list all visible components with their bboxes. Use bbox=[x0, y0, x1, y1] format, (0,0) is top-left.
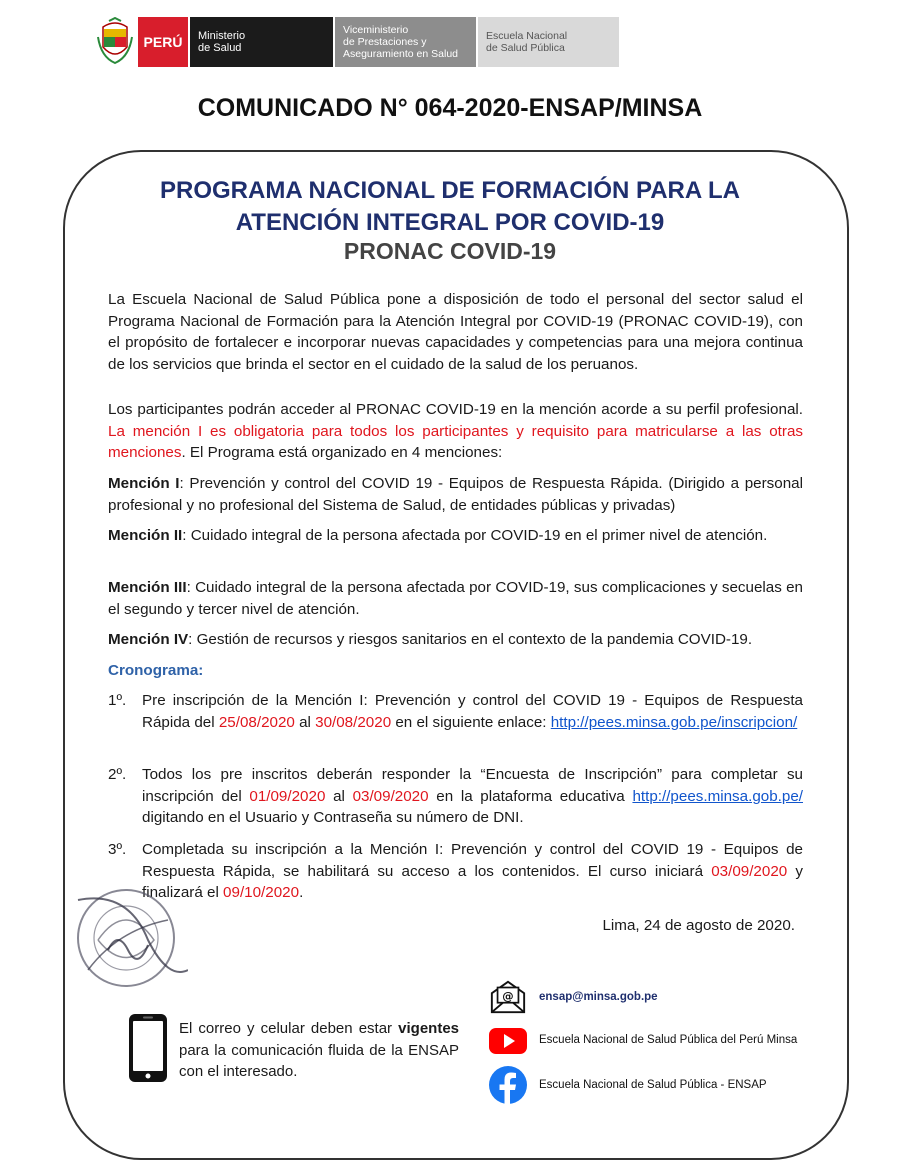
ministerio-label: Ministerio de Salud bbox=[190, 17, 333, 67]
peru-label: PERÚ bbox=[138, 17, 188, 67]
seal-stamp bbox=[68, 880, 188, 1000]
mencion-1: Mención I: Prevención y control del COVID 19 - Equipos de Respuesta Rápida. (Dirigido a personal profesional y no profesional del Sistema de Salud, de entidades públicas y privadas) bbox=[108, 475, 803, 514]
youtube-icon bbox=[488, 1020, 528, 1060]
youtube-label[interactable]: Escuela Nacional de Salud Pública del Perú Minsa bbox=[539, 1034, 798, 1046]
program-subtitle: PRONAC COVID-19 bbox=[343, 238, 557, 264]
date-line: Lima, 24 de agosto de 2020. bbox=[602, 917, 795, 934]
facebook-label[interactable]: Escuela Nacional de Salud Pública - ENSAP bbox=[539, 1079, 767, 1091]
mencion-4: Mención IV: Gestión de recursos y riesgos sanitarios en el contexto de la pandemia COVID-19. bbox=[108, 631, 753, 648]
contact-youtube bbox=[488, 1020, 797, 1060]
program-title: PROGRAMA NACIONAL DE FORMACIÓN PARA LA ATENCIÓN INTEGRAL POR COVID-19 bbox=[160, 177, 740, 236]
coat-of-arms-icon bbox=[95, 17, 135, 67]
email-label[interactable]: ensap@minsa.gob.pe bbox=[539, 991, 658, 1003]
inscripcion-link[interactable]: http://pees.minsa.gob.pe/inscripcion/ bbox=[550, 713, 798, 731]
cronograma-heading: Cronograma: bbox=[108, 662, 204, 679]
cronograma-item-1: 1º. Pre inscripción de la Mención I: Prevención y control del COVID 19 - Equipos de Respuesta Rápida del 25/08/2020 al 30/08/2020 en el siguiente enlace: http://pees.minsa.gob.pe/inscripcion/ bbox=[108, 692, 803, 731]
header-bar bbox=[95, 17, 619, 67]
smartphone-icon bbox=[128, 1013, 168, 1083]
escuela-label: Escuela Nacional de Salud Pública bbox=[478, 17, 619, 67]
mencion-2: Mención II: Cuidado integral de la persona afectada por COVID-19 en el primer nivel de atención. bbox=[108, 527, 768, 544]
contact-facebook bbox=[488, 1065, 767, 1105]
contact-email bbox=[488, 977, 658, 1017]
pees-link[interactable]: http://pees.minsa.gob.pe/ bbox=[632, 787, 803, 805]
mencion-3: Mención III: Cuidado integral de la persona afectada por COVID-19, sus complicaciones y secuelas en el segundo y tercer nivel de atención. bbox=[108, 579, 803, 618]
viceministerio-label: Viceministerio de Prestaciones y Aseguramiento en Salud bbox=[335, 17, 476, 67]
facebook-icon bbox=[488, 1065, 528, 1105]
cronograma-item-2: 2º. Todos los pre inscritos deberán responder la “Encuesta de Inscripción” para completar su inscripción del 01/09/2020 al 03/09/2020 en la plataforma educativa http://pees.minsa.gob.pe/ digitando en el Usuario y Contraseña su número de DNI. bbox=[108, 766, 803, 826]
cronograma-item-3: 3º. Completada su inscripción a la Mención I: Prevención y control del COVID 19 - Equipos de Respuesta Rápida, se habilitará su acceso a los contenidos. El curso iniciará 03/09/2020 y finalizará el 09/10/2020. bbox=[108, 841, 803, 901]
phone-note: El correo y celular deben estar vigentes para la comunicación fluida de la ENSAP con el interesado. bbox=[179, 1020, 459, 1080]
email-icon bbox=[488, 977, 528, 1017]
intro-paragraph: La Escuela Nacional de Salud Pública pone a disposición de todo el personal del sector salud el Programa Nacional de Formación para la Atención Integral por COVID-19 (PRONAC COVID-19), con el propósito de fortalecer e incorporar nuevas capacidades y competencias para una mejora continua de los servicios que brinda el sector en el cuidado de la salud de los peruanos. bbox=[108, 291, 803, 373]
svg-text:@: @ bbox=[502, 988, 514, 1003]
comunicado-title: COMUNICADO N° 064-2020-ENSAP/MINSA bbox=[197, 94, 703, 122]
participants-paragraph: Los participantes podrán acceder al PRONAC COVID-19 en la mención acorde a su perfil profesional. La mención I es obligatoria para todos los participantes y requisito para matricularse a las otras menciones. El Programa está organizado en 4 menciones: bbox=[108, 401, 803, 461]
